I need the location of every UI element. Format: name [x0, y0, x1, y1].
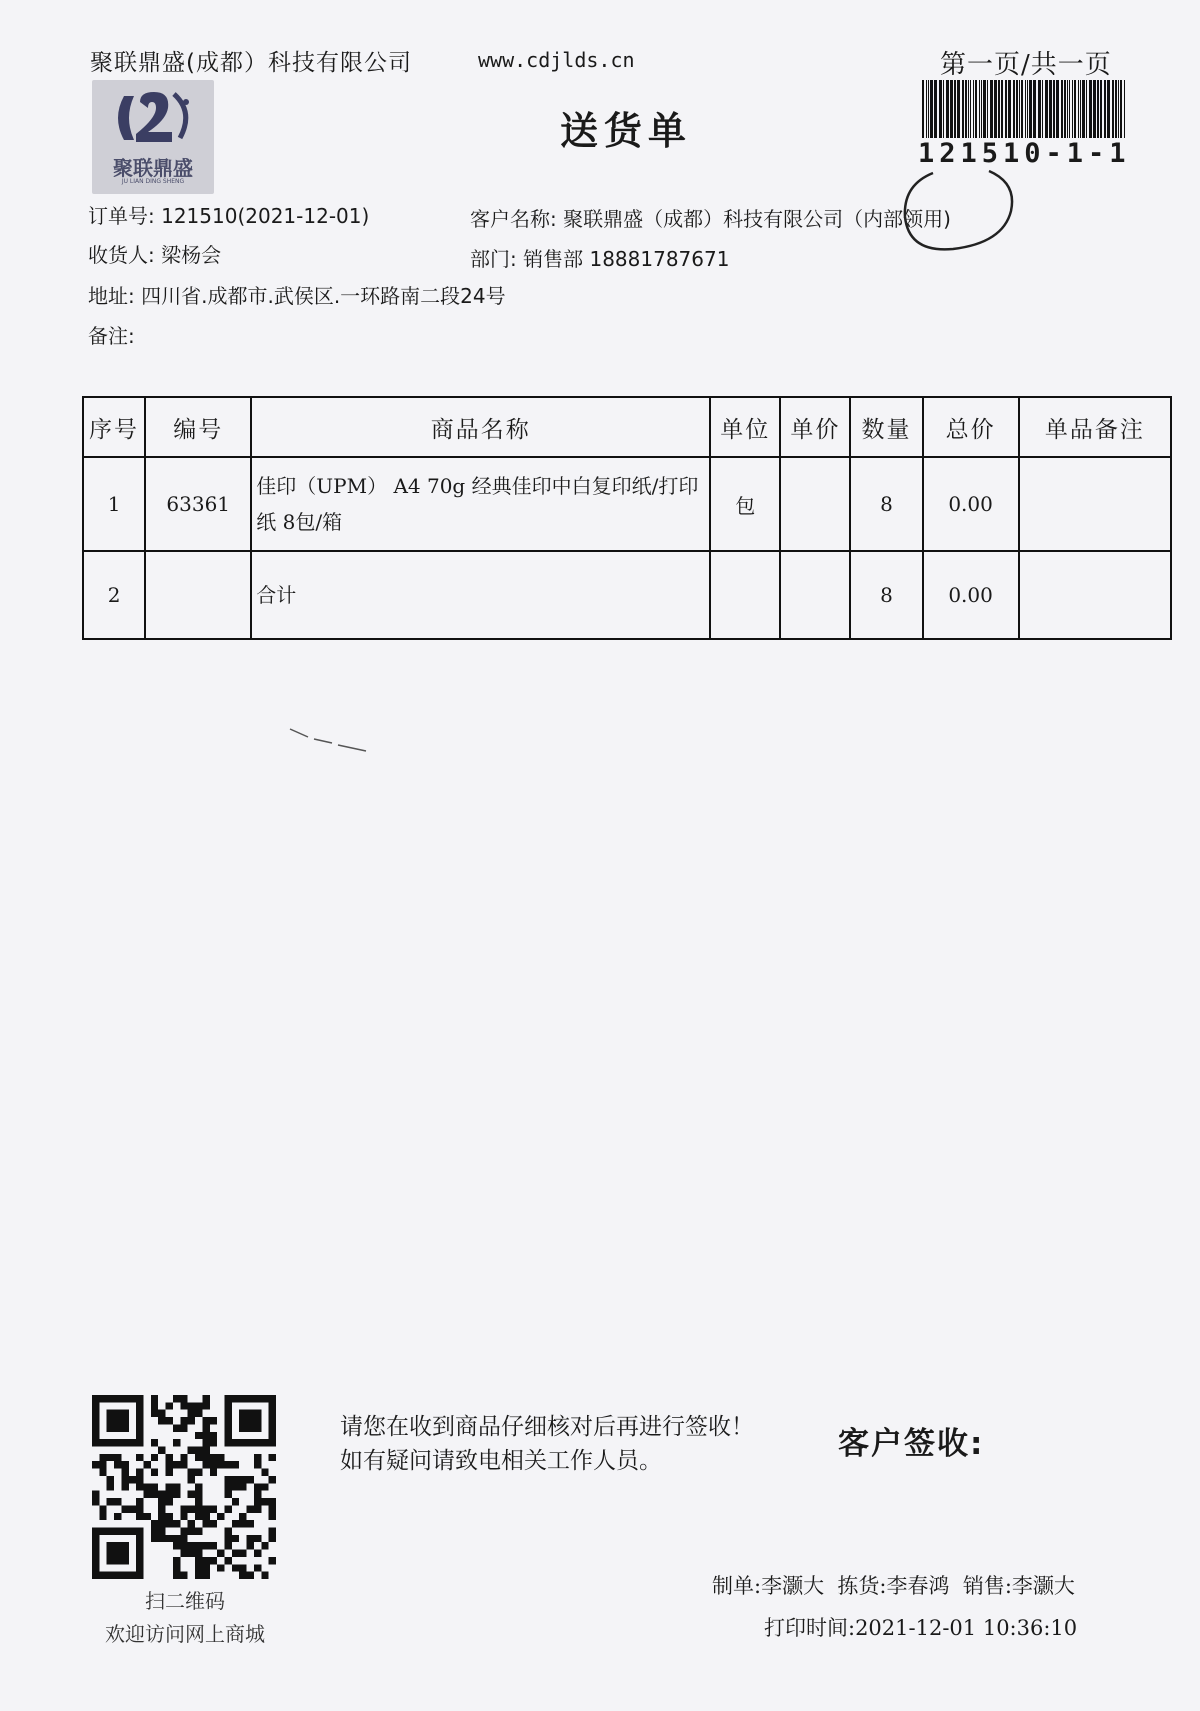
page-indicator: 第一页/共一页: [940, 50, 1112, 80]
barcode-bar: [983, 80, 986, 138]
receiver-label: 收货人:: [88, 243, 155, 267]
barcode-bar: [1100, 80, 1102, 138]
cell-unit: 包: [710, 457, 780, 551]
barcode-bar: [1120, 80, 1122, 138]
table-row: [83, 551, 1171, 639]
website-url: www.cdjlds.cn: [478, 48, 635, 72]
address-value: 四川省.成都市.武侯区.一环路南二段24号: [141, 284, 506, 308]
col-header-qty: 数量: [850, 397, 922, 457]
barcode-bar: [962, 80, 964, 138]
barcode-bar: [1021, 80, 1023, 138]
qr-code[interactable]: [92, 1395, 276, 1579]
barcode-bar: [1118, 80, 1119, 138]
col-header-seq: 序号: [83, 397, 145, 457]
pen-mark: [288, 725, 368, 755]
cell-code: 63361: [145, 457, 251, 551]
logo-text: 聚联鼎盛: [113, 156, 193, 180]
barcode-bar: [1086, 80, 1087, 138]
cell-unit: [710, 551, 780, 639]
barcode-bar: [1115, 80, 1117, 138]
barcode-bar: [1029, 80, 1032, 138]
cell-total: 0.00: [923, 457, 1019, 551]
print-time: 打印时间:2021-12-01 10:36:10: [764, 1616, 1078, 1640]
barcode-bar: [943, 80, 944, 138]
customer-row: [470, 203, 951, 232]
company-logo: [92, 80, 214, 194]
order-no-row: [88, 200, 369, 229]
barcode-bar: [1027, 80, 1028, 138]
barcode-bar: [1097, 80, 1099, 138]
col-header-total: 总价: [923, 397, 1019, 457]
company-name: 聚联鼎盛(成都）科技有限公司: [90, 50, 412, 76]
barcode-bar: [1069, 80, 1070, 138]
col-header-code: 编号: [145, 397, 251, 457]
barcode-bar: [1080, 80, 1081, 138]
barcode-bar: [1093, 80, 1096, 138]
table-row: [83, 457, 1171, 551]
cell-name: 合计: [251, 551, 710, 639]
barcode-bar: [1074, 80, 1076, 138]
qr-caption: [80, 1585, 290, 1651]
cell-price: [780, 551, 850, 639]
cell-remark: [1019, 457, 1171, 551]
barcode-bar: [1001, 80, 1003, 138]
notice-text: 请您在收到商品仔细核对后再进行签收！如有疑问请致电相关工作人员。: [340, 1414, 754, 1474]
barcode-bar: [1061, 80, 1063, 138]
barcode-bar: [987, 80, 988, 138]
order-no-value: 121510(2021-12-01): [161, 204, 370, 228]
col-header-remark: 单品备注: [1019, 397, 1171, 457]
customer-sign-label: 客户签收:: [838, 1426, 985, 1462]
document-title: 送货单: [560, 109, 693, 153]
barcode-bar: [954, 80, 956, 138]
barcode-bar: [1049, 80, 1052, 138]
barcode-bar: [994, 80, 997, 138]
barcode-bar: [973, 80, 974, 138]
barcode-bar: [939, 80, 942, 138]
barcode-bar: [1045, 80, 1048, 138]
barcode-bar: [1005, 80, 1007, 138]
table-header-row: [83, 397, 1171, 457]
barcode-bar: [1053, 80, 1055, 138]
col-header-name: 商品名称: [251, 397, 710, 457]
barcode-bar: [1067, 80, 1068, 138]
order-no-label: 订单号:: [88, 204, 155, 228]
barcode-bar: [1072, 80, 1073, 138]
barcode-bar: [957, 80, 960, 138]
dept-value: 销售部 18881787671: [523, 247, 730, 271]
barcode-bar: [979, 80, 980, 138]
cell-seq: 2: [83, 551, 145, 639]
col-header-unit: 单位: [710, 397, 780, 457]
barcode-bar: [946, 80, 949, 138]
barcode-bar: [934, 80, 937, 138]
cell-qty: 8: [850, 551, 922, 639]
cell-seq: 1: [83, 457, 145, 551]
logo-subtext: JU LIAN DING SHENG: [121, 178, 185, 185]
barcode-bar: [1033, 80, 1036, 138]
barcode-bar: [1056, 80, 1059, 138]
cell-name: 佳印（UPM） A4 70g 经典佳印中白复印纸/打印纸 8包/箱: [251, 457, 710, 551]
barcode-bar: [928, 80, 929, 138]
barcode-bar: [1107, 80, 1110, 138]
cell-remark: [1019, 551, 1171, 639]
barcode-bar: [1016, 80, 1018, 138]
barcode-bar: [975, 80, 977, 138]
barcode-bar: [950, 80, 953, 138]
remark-label: 备注:: [88, 324, 135, 348]
barcode-bar: [1104, 80, 1106, 138]
barcode-bar: [1078, 80, 1079, 138]
barcode-bar: [1038, 80, 1041, 138]
barcode-bar: [1124, 80, 1125, 138]
customer-label: 客户名称:: [470, 207, 557, 231]
barcode-bar: [926, 80, 927, 138]
barcode-bar: [922, 80, 924, 138]
address-label: 地址:: [88, 284, 135, 308]
barcode-number: 121510-1-1: [918, 138, 1131, 169]
dept-label: 部门:: [470, 247, 517, 271]
qr-caption-line-2: 欢迎访问网上商城: [105, 1622, 265, 1646]
cell-price: [780, 457, 850, 551]
cell-code: [145, 551, 251, 639]
barcode-bar: [965, 80, 967, 138]
qr-caption-line-1: 扫二维码: [145, 1589, 225, 1613]
barcode: [920, 80, 1130, 138]
receiver-value: 梁杨会: [161, 243, 222, 267]
barcode-bar: [1013, 80, 1015, 138]
barcode-bar: [998, 80, 1000, 138]
logo-mark-icon: [110, 88, 196, 150]
barcode-bar: [1112, 80, 1114, 138]
staff-line: 制单:李灏大 拣货:李春鸿 销售:李灏大: [712, 1574, 1075, 1598]
barcode-bar: [990, 80, 993, 138]
receiver-row: [88, 239, 221, 268]
barcode-bar: [1025, 80, 1026, 138]
remark-row: [88, 320, 135, 349]
barcode-bar: [1042, 80, 1043, 138]
address-row: [88, 280, 506, 309]
customer-value: 聚联鼎盛（成都）科技有限公司（内部领用): [563, 207, 951, 231]
handwritten-circle: [893, 165, 1023, 265]
barcode-bar: [1008, 80, 1011, 138]
cell-total: 0.00: [923, 551, 1019, 639]
barcode-bar: [981, 80, 982, 138]
cell-qty: 8: [850, 457, 922, 551]
barcode-bar: [1019, 80, 1020, 138]
barcode-bar: [1082, 80, 1085, 138]
col-header-price: 单价: [780, 397, 850, 457]
dept-row: [470, 243, 729, 272]
barcode-bar: [1064, 80, 1066, 138]
barcode-bar: [970, 80, 971, 138]
items-table: [82, 396, 1172, 640]
barcode-bar: [930, 80, 933, 138]
barcode-bar: [968, 80, 969, 138]
barcode-bar: [1089, 80, 1092, 138]
